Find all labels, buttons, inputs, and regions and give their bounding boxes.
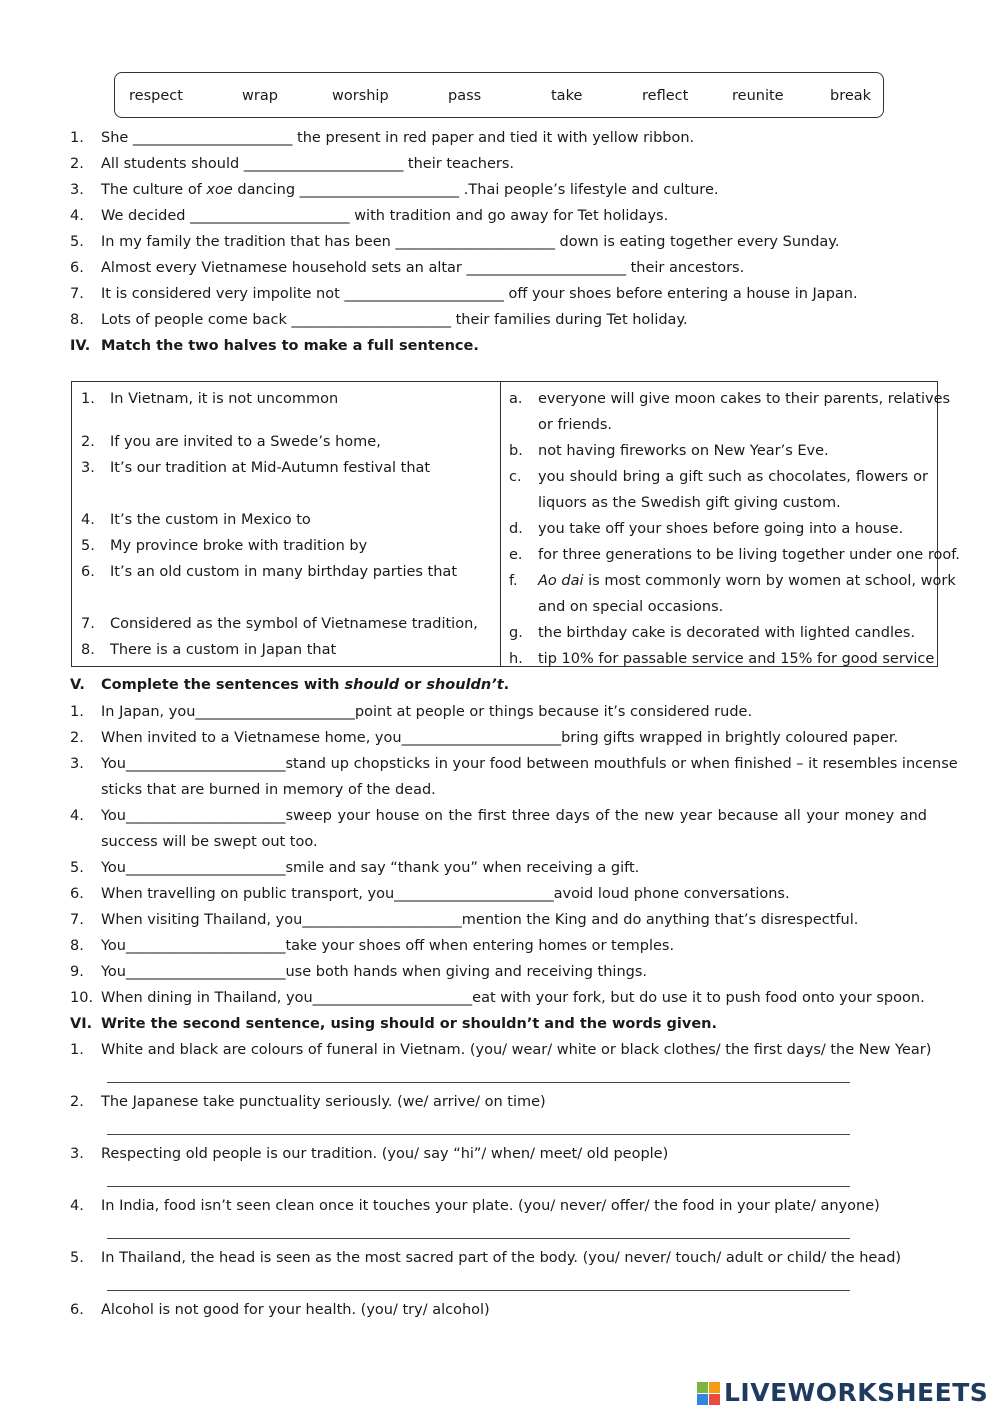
s5-item-text[interactable]: When visiting Thailand, you______________________mention the King and do anything that’s disrespectful. <box>101 912 859 928</box>
s5-item-text[interactable]: In Japan, you______________________point at people or things because it’s considered rude. <box>101 704 753 720</box>
match-left-text[interactable]: If you are invited to a Swede’s home, <box>110 434 381 450</box>
answer-line[interactable] <box>107 1238 850 1239</box>
s5-item-text[interactable]: You______________________stand up chopsticks in your food between mouthfuls or when finished – it resembles incense <box>101 756 958 772</box>
match-right-letter: h. <box>509 651 523 667</box>
s3-item-text[interactable]: Lots of people come back ______________________ their families during Tet holiday. <box>101 312 688 328</box>
match-right-text-cont: and on special occasions. <box>538 599 724 615</box>
s5-item-text[interactable]: You______________________use both hands when giving and receiving things. <box>101 964 648 980</box>
section-6-heading <box>70 1016 717 1032</box>
s3-item-text[interactable]: In my family the tradition that has been ______________________ down is eating together every Sunday. <box>101 234 840 250</box>
word-box-item: take <box>551 88 583 104</box>
s5-item-text-cont: success will be swept out too. <box>101 834 318 850</box>
word-box-item: respect <box>129 88 183 104</box>
section-5-title-emphasis: shouldn’t <box>426 677 504 693</box>
match-right-letter: b. <box>509 443 523 459</box>
s5-item-number: 3. <box>70 756 84 772</box>
match-left-text[interactable]: Considered as the symbol of Vietnamese tradition, <box>110 616 478 632</box>
s3-text-part: dancing ______________________ .Thai people’s lifestyle and culture. <box>232 182 719 198</box>
answer-line[interactable] <box>107 1186 850 1187</box>
match-right-text[interactable]: you take off your shoes before going into a house. <box>538 521 904 537</box>
logo-text: LIVEWORKSHEETS <box>724 1378 989 1407</box>
match-left-text[interactable]: There is a custom in Japan that <box>110 642 337 658</box>
s6-item-number: 3. <box>70 1146 84 1162</box>
word-box-item: reunite <box>732 88 784 104</box>
word-box <box>114 72 884 118</box>
match-right-text[interactable]: tip 10% for passable service and 15% for good service <box>538 651 935 667</box>
s5-item-number: 6. <box>70 886 84 902</box>
section-5-number: V. <box>70 677 85 693</box>
match-table <box>71 381 960 667</box>
s6-item-text: White and black are colours of funeral in Vietnam. (you/ wear/ white or black clothes/ the first days/ the New Year) <box>101 1042 932 1058</box>
match-right-letter: f. <box>509 573 518 589</box>
s6-item-number: 2. <box>70 1094 84 1110</box>
match-right-emphasis: Ao dai <box>538 573 584 589</box>
s6-item-text: In India, food isn’t seen clean once it touches your plate. (you/ never/ offer/ the food in your plate/ anyone) <box>101 1198 880 1214</box>
s6-item-number: 4. <box>70 1198 84 1214</box>
s5-item-number: 9. <box>70 964 84 980</box>
s5-item-text[interactable]: You______________________sweep your house on the first three days of the new year because all your money and <box>101 808 927 824</box>
s6-item-text: In Thailand, the head is seen as the most sacred part of the body. (you/ never/ touch/ adult or child/ the head) <box>101 1250 902 1266</box>
match-left-number: 6. <box>81 564 95 580</box>
match-right-text[interactable]: everyone will give moon cakes to their parents, relatives <box>538 391 951 407</box>
match-left-text[interactable]: It’s the custom in Mexico to <box>110 512 311 528</box>
match-left-number: 4. <box>81 512 95 528</box>
s5-item-number: 10. <box>70 990 94 1006</box>
match-left-number: 3. <box>81 460 95 476</box>
s3-item-text[interactable] <box>101 182 718 198</box>
s5-item-text[interactable]: When dining in Thailand, you______________________eat with your fork, but do use it to push food onto your spoon. <box>101 990 925 1006</box>
answer-line[interactable] <box>107 1290 850 1291</box>
match-left-number: 8. <box>81 642 95 658</box>
match-left-text[interactable]: My province broke with tradition by <box>110 538 368 554</box>
match-right-text[interactable]: not having fireworks on New Year’s Eve. <box>538 443 829 459</box>
word-box-item: wrap <box>242 88 278 104</box>
section-4-title: Match the two halves to make a full sentence. <box>101 338 479 354</box>
section-5-title-emphasis: should <box>344 677 400 693</box>
match-left-text[interactable]: In Vietnam, it is not uncommon <box>110 391 339 407</box>
s5-item-number: 4. <box>70 808 84 824</box>
section-6-number: VI. <box>70 1016 93 1032</box>
s5-item-text[interactable]: You______________________smile and say “thank you” when receiving a gift. <box>101 860 640 876</box>
s5-item-number: 1. <box>70 704 84 720</box>
match-right-letter: g. <box>509 625 523 641</box>
match-right-text[interactable]: the birthday cake is decorated with lighted candles. <box>538 625 916 641</box>
s6-item-number: 6. <box>70 1302 84 1318</box>
s5-item-text[interactable]: When travelling on public transport, you______________________avoid loud phone conversations. <box>101 886 790 902</box>
answer-line[interactable] <box>107 1082 850 1083</box>
s3-item-number: 6. <box>70 260 84 276</box>
s3-item-text[interactable]: It is considered very impolite not ______________________ off your shoes before entering a house in Japan. <box>101 286 858 302</box>
section-5-title: or <box>399 677 427 693</box>
section-4-heading <box>70 338 479 354</box>
match-right-text-cont: liquors as the Swedish gift giving custom. <box>538 495 841 511</box>
s3-item-number: 8. <box>70 312 84 328</box>
s3-text-part: The culture of <box>101 182 207 198</box>
match-left-number: 2. <box>81 434 95 450</box>
s6-item-number: 1. <box>70 1042 84 1058</box>
match-left-text[interactable]: It’s an old custom in many birthday parties that <box>110 564 458 580</box>
s6-item-text: The Japanese take punctuality seriously. (we/ arrive/ on time) <box>101 1094 546 1110</box>
s3-item-number: 5. <box>70 234 84 250</box>
section-6-title: Write the second sentence, using should or shouldn’t and the words given. <box>101 1016 718 1032</box>
section-4-number: IV. <box>70 338 91 354</box>
s3-item-number: 1. <box>70 130 84 146</box>
match-left-number: 1. <box>81 391 95 407</box>
s5-item-number: 2. <box>70 730 84 746</box>
section-5-heading <box>70 677 509 693</box>
s6-item-text: Respecting old people is our tradition. (you/ say “hi”/ when/ meet/ old people) <box>101 1146 669 1162</box>
s3-item-text[interactable]: She ______________________ the present in red paper and tied it with yellow ribbon. <box>101 130 695 146</box>
s3-item-text[interactable]: We decided ______________________ with tradition and go away for Tet holidays. <box>101 208 669 224</box>
s3-text-emphasis: xoe <box>206 182 233 198</box>
liveworksheets-logo[interactable] <box>697 1376 997 1410</box>
section-5-title: . <box>503 677 510 693</box>
match-right-text[interactable]: for three generations to be living together under one roof. <box>538 547 960 563</box>
match-right-letter: e. <box>509 547 523 563</box>
word-box-item: reflect <box>642 88 689 104</box>
s3-item-text[interactable]: All students should ______________________ their teachers. <box>101 156 515 172</box>
s5-item-text[interactable]: You______________________take your shoes off when entering homes or temples. <box>101 938 675 954</box>
s3-item-number: 4. <box>70 208 84 224</box>
match-right-text-part: is most commonly worn by women at school, work <box>583 573 956 589</box>
s3-item-number: 2. <box>70 156 84 172</box>
s5-item-number: 5. <box>70 860 84 876</box>
s5-item-number: 7. <box>70 912 84 928</box>
match-right-text[interactable] <box>538 573 956 589</box>
match-left-number: 7. <box>81 616 95 632</box>
match-right-letter: a. <box>509 391 523 407</box>
match-right-text-cont: or friends. <box>538 417 613 433</box>
s3-item-text[interactable]: Almost every Vietnamese household sets an altar ______________________ their ancestors. <box>101 260 745 276</box>
word-box-item: pass <box>448 88 482 104</box>
match-right-letter: d. <box>509 521 523 537</box>
match-right-letter: c. <box>509 469 522 485</box>
table-divider <box>500 382 501 666</box>
s3-item-number: 3. <box>70 182 84 198</box>
word-box-item: worship <box>332 88 389 104</box>
s6-item-text: Alcohol is not good for your health. (you/ try/ alcohol) <box>101 1302 490 1318</box>
s5-item-text-cont: sticks that are burned in memory of the dead. <box>101 782 436 798</box>
section-5-title: Complete the sentences with <box>101 677 345 693</box>
match-left-text[interactable]: It’s our tradition at Mid-Autumn festival that <box>110 460 431 476</box>
answer-line[interactable] <box>107 1134 850 1135</box>
match-right-text[interactable]: you should bring a gift such as chocolates, flowers or <box>538 469 928 485</box>
s3-item-number: 7. <box>70 286 84 302</box>
s5-item-text[interactable]: When invited to a Vietnamese home, you______________________bring gifts wrapped in brightly coloured paper. <box>101 730 899 746</box>
word-box-item: break <box>830 88 872 104</box>
match-left-number: 5. <box>81 538 95 554</box>
s5-item-number: 8. <box>70 938 84 954</box>
s6-item-number: 5. <box>70 1250 84 1266</box>
logo-mark-icon <box>697 1382 721 1406</box>
